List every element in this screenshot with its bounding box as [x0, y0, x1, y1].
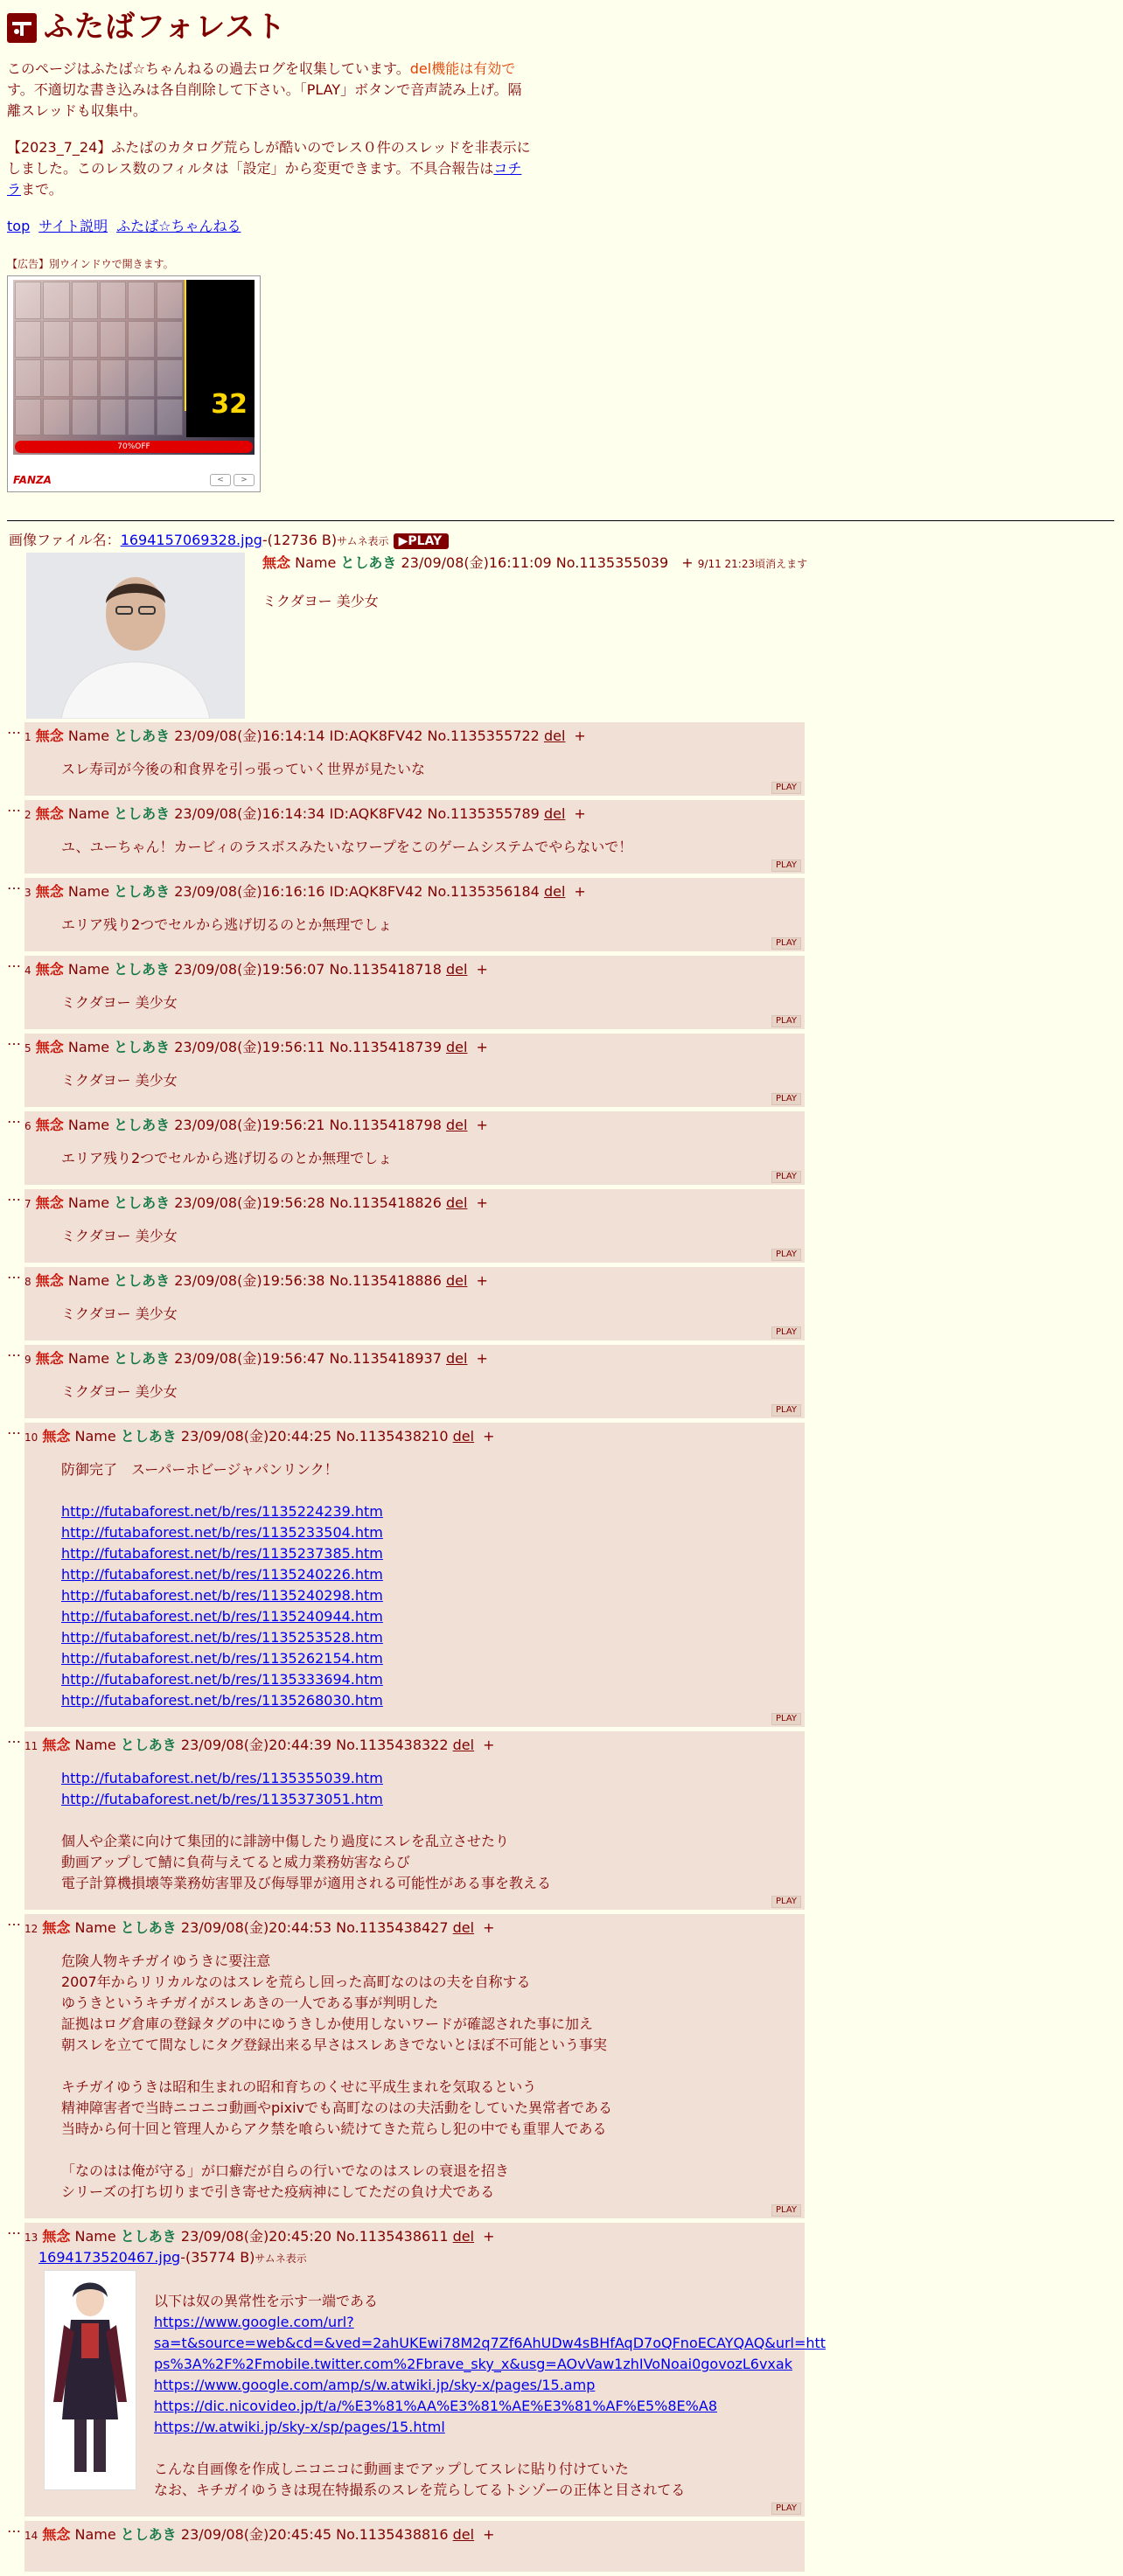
- reply-link[interactable]: https://www.google.com/url?: [154, 2314, 354, 2330]
- reply-spacer: [154, 2438, 826, 2459]
- reply-box: [24, 1423, 805, 1727]
- reply-name-label: Name: [67, 1350, 110, 1367]
- ad-banner[interactable]: [7, 275, 261, 492]
- reply-subject: 無念: [42, 2228, 71, 2245]
- reply-header: [24, 2524, 799, 2545]
- reply-line: 動画アップして鯖に負荷与えてると威力業務妨害ならび: [61, 1854, 410, 1870]
- reply-message: ユ、ユーちゃん！カービィのラスボスみたいなワープをこのゲームシステムでやらないで！: [61, 839, 633, 855]
- reply-name-label: Name: [67, 961, 110, 978]
- reply-header: [24, 1115, 799, 1136]
- reply-line: 当時から何十回と管理人からアク禁を喰らい続けてきた荒らし犯の中でも重罪人である: [61, 2120, 607, 2137]
- reply-poster-name: としあき: [114, 1194, 171, 1211]
- notice-text: 【2023_7_24】ふたばのカタログ荒らしが酷いのでレス０件のスレッドを非表示にしました。このレス数のフィルタは「設定」から変更できます。不具合報告は: [7, 139, 531, 177]
- reply-message: ミクダヨー 美少女: [61, 994, 178, 1011]
- op-content: [262, 553, 807, 719]
- op-message: ミクダヨー 美少女: [262, 593, 379, 609]
- reply-del-link[interactable]: del: [452, 1737, 475, 1753]
- reply-plus-button[interactable]: +: [483, 2228, 495, 2245]
- reply-name-label: Name: [67, 728, 110, 744]
- ad-image[interactable]: [13, 280, 255, 455]
- reply-del-link[interactable]: del: [446, 1117, 468, 1133]
- reply-message: スレ寿司が今後の和食界を引っ張っていく世界が見たいな: [61, 761, 426, 777]
- reply-list: [7, 722, 1114, 2572]
- op-poster-name: としあき: [340, 554, 397, 571]
- reply-box: [24, 722, 805, 796]
- reply-poster-name: としあき: [114, 1039, 171, 1055]
- reply-message: [154, 2270, 826, 2501]
- reply-message: [61, 1951, 799, 2203]
- reply-thumbnail[interactable]: [44, 2270, 136, 2490]
- reply-play-button[interactable]: PLAY: [771, 1896, 801, 1908]
- reply-message: ミクダヨー 美少女: [61, 1228, 178, 1244]
- reply-subject: 無念: [35, 1194, 64, 1211]
- reply-link-list: [61, 1768, 799, 1810]
- reply-plus-button[interactable]: +: [483, 1919, 495, 1936]
- reply-spacer: [154, 2270, 826, 2291]
- reply-dots: …: [7, 1265, 21, 1282]
- reply-dots: …: [7, 1110, 21, 1126]
- reply-header: [24, 959, 799, 980]
- reply-box: [24, 1731, 805, 1910]
- reply-subject: 無念: [35, 1117, 64, 1133]
- reply-spacer: [61, 2140, 799, 2161]
- reply-dots: …: [7, 721, 21, 737]
- reply-subject: 無念: [35, 1350, 64, 1367]
- reply: [7, 722, 1114, 796]
- op-header: [262, 553, 807, 574]
- reply-link[interactable]: http://futabaforest.net/b/res/1135262154.htm: [61, 1650, 383, 1667]
- reply-link[interactable]: http://futabaforest.net/b/res/1135233504.htm: [61, 1524, 383, 1541]
- reply-number: 8: [24, 1276, 31, 1288]
- reply-meta: 23/09/08(金)16:14:14 ID:AQK8FV42 No.1135355722: [174, 728, 540, 744]
- reply-subject: 無念: [35, 728, 64, 744]
- reply-message: エリア残り2つでセルから逃げ切るのとか無理でしょ: [61, 916, 393, 933]
- reply-line: 電子計算機損壊等業務妨害罪及び侮辱罪が適用される可能性がある事を教える: [61, 1875, 552, 1891]
- reply: [7, 1189, 1114, 1263]
- reply-plus-button[interactable]: +: [574, 883, 586, 900]
- maintenance-notice: [7, 137, 532, 200]
- reply-file-link[interactable]: 1694173520467.jpg: [38, 2249, 181, 2266]
- reply-poster-name: としあき: [114, 883, 171, 900]
- reply-spacer: [61, 1810, 799, 1831]
- site-intro: [7, 59, 532, 122]
- reply-plus-button[interactable]: +: [483, 1737, 495, 1753]
- op-subject: 無念: [262, 554, 291, 571]
- reply-poster-name: としあき: [120, 1737, 177, 1753]
- reply-play-button[interactable]: PLAY: [771, 1404, 801, 1417]
- reply-play-button[interactable]: PLAY: [771, 1171, 801, 1183]
- reply-del-link[interactable]: del: [543, 883, 566, 900]
- op-name-label: Name: [295, 554, 337, 571]
- ad-thumb-grid: [13, 280, 185, 437]
- reply-del-link[interactable]: del: [543, 805, 566, 822]
- op-file-line: [9, 530, 1114, 551]
- reply-link[interactable]: http://futabaforest.net/b/res/1135240298.htm: [61, 1587, 383, 1604]
- reply-del-link[interactable]: del: [452, 1919, 475, 1936]
- reply-name-label: Name: [67, 883, 110, 900]
- reply-poster-name: としあき: [114, 1350, 171, 1367]
- reply-spacer: [61, 1480, 799, 1501]
- reply-line: 朝スレを立てて間なしにタグ登録出来る早さはスレあきでないとほぼ不可能という事実: [61, 2036, 608, 2053]
- op-file-link[interactable]: 1694157069328.jpg: [120, 532, 262, 548]
- reply-poster-name: としあき: [114, 961, 171, 978]
- reply-meta: 23/09/08(金)16:16:16 ID:AQK8FV42 No.1135356184: [174, 883, 540, 900]
- reply-dots: …: [7, 1032, 21, 1048]
- reply-number: 10: [24, 1431, 38, 1444]
- reply-subject: 無念: [35, 1039, 64, 1055]
- reply-play-button[interactable]: PLAY: [771, 937, 801, 950]
- reply-box: [24, 1034, 805, 1107]
- reply: [7, 1034, 1114, 1107]
- intro-text-b: す。不適切な書き込みは各自削除して下さい。「PLAY」ボタンで音声読み上げ。隔離スレッドも収集中。: [7, 81, 522, 119]
- intro-del-note: del機能は有効で: [409, 60, 516, 77]
- reply-meta: 23/09/08(金)20:44:39 No.1135438322: [180, 1737, 449, 1753]
- reply-dots: …: [7, 1187, 21, 1204]
- reply-meta: 23/09/08(金)19:56:21 No.1135418798: [174, 1117, 442, 1133]
- reply-play-button[interactable]: PLAY: [771, 782, 801, 794]
- reply-subject: 無念: [42, 1919, 71, 1936]
- reply-plus-button[interactable]: +: [476, 1350, 488, 1367]
- reply-dots: …: [7, 2519, 21, 2536]
- reply-line: 2007年からリリカルなのはスレを荒らし回った高町なのはの夫を自称する: [61, 1974, 531, 1990]
- reply-link[interactable]: http://futabaforest.net/b/res/1135240944.htm: [61, 1608, 383, 1625]
- reply-plus-button[interactable]: +: [476, 961, 488, 978]
- reply-link[interactable]: http://futabaforest.net/b/res/1135237385.htm: [61, 1545, 383, 1562]
- reply-del-link[interactable]: del: [446, 1194, 468, 1211]
- reply-name-label: Name: [74, 1919, 116, 1936]
- reply: [7, 878, 1114, 951]
- reply-box: [24, 1267, 805, 1340]
- nav-about-link[interactable]: サイト説明: [38, 218, 108, 234]
- reply-spacer: [61, 2056, 799, 2077]
- reply-play-button[interactable]: PLAY: [771, 1249, 801, 1261]
- reply-name-label: Name: [67, 805, 110, 822]
- reply-number: 3: [24, 887, 31, 899]
- op-plus-button[interactable]: +: [681, 554, 694, 571]
- reply-dots: …: [7, 1912, 21, 1929]
- reply-subject: 無念: [42, 1737, 71, 1753]
- reply-number: 6: [24, 1120, 31, 1132]
- reply-del-link[interactable]: del: [446, 961, 468, 978]
- reply: [7, 1423, 1114, 1727]
- futaba-leaf-icon: [7, 13, 37, 43]
- reply-line: 証拠はログ倉庫の登録タグの中にゆうきしか使用しないワードが確認された事に加え: [61, 2016, 594, 2032]
- reply-link[interactable]: http://futabaforest.net/b/res/1135253528.htm: [61, 1629, 383, 1646]
- reply-del-link[interactable]: del: [452, 1428, 475, 1445]
- reply-dots: …: [7, 2221, 21, 2238]
- reply-box: [24, 2521, 805, 2572]
- reply-header: [24, 1193, 799, 1214]
- reply-meta: 23/09/08(金)20:45:45 No.1135438816: [180, 2526, 449, 2543]
- ad-pager: [210, 474, 255, 486]
- reply-file-line: [38, 2247, 799, 2268]
- reply-line: 個人や企業に向けて集団的に誹謗中傷したり過度にスレを乱立させたり: [61, 1833, 510, 1849]
- report-link[interactable]: コチラ: [7, 160, 522, 198]
- reply-header: [24, 804, 799, 825]
- reply-meta: 23/09/08(金)20:44:53 No.1135438427: [180, 1919, 449, 1936]
- reply: [7, 2521, 1114, 2572]
- reply-play-button[interactable]: PLAY: [771, 860, 801, 872]
- reply-plus-button[interactable]: +: [476, 1117, 488, 1133]
- reply-meta: 23/09/08(金)16:14:34 ID:AQK8FV42 No.1135355789: [174, 805, 540, 822]
- op-file-size: -(12736 B): [262, 532, 338, 548]
- reply-line: シリーズの打ち切りまで引き寄せた疫病神にしてただの負け犬である: [61, 2183, 495, 2200]
- ad-label: 【広告】別ウインドウで開きます。: [7, 258, 174, 270]
- reply-meta: 23/09/08(金)20:45:20 No.1135438611: [180, 2228, 449, 2245]
- reply-meta: 23/09/08(金)19:56:07 No.1135418718: [174, 961, 442, 978]
- person-photo-icon: [26, 553, 245, 719]
- reply-line: 危険人物キチガイゆうきに要注意: [61, 1953, 271, 1969]
- reply-message: エリア残り2つでセルから逃げ切るのとか無理でしょ: [61, 1150, 393, 1166]
- reply: [7, 800, 1114, 874]
- reply-header: [24, 1426, 799, 1447]
- reply-poster-name: としあき: [120, 1428, 177, 1445]
- reply-image-row: [24, 2270, 827, 2501]
- reply-header: [24, 1735, 799, 1756]
- reply-name-label: Name: [67, 1272, 110, 1289]
- reply-plus-button[interactable]: +: [476, 1039, 488, 1055]
- reply: [7, 1731, 1114, 1910]
- reply-line: キチガイゆうきは昭和生まれの昭和育ちのくせに平成生まれを気取るという: [61, 2078, 537, 2095]
- reply-line: なお、キチガイゆうきは現在特撮系のスレを荒らしてるトシゾーの正体と目されてる: [154, 2482, 686, 2498]
- reply-poster-name: としあき: [114, 1272, 171, 1289]
- reply-message: ミクダヨー 美少女: [61, 1383, 178, 1400]
- reply-play-button[interactable]: PLAY: [771, 1713, 801, 1725]
- fanza-logo: FANZA: [13, 474, 52, 486]
- reply-box: [24, 878, 805, 951]
- reply-poster-name: としあき: [120, 1919, 177, 1936]
- reply-link[interactable]: http://futabaforest.net/b/res/1135240226.htm: [61, 1566, 383, 1583]
- reply-link[interactable]: https://www.google.com/amp/s/w.atwiki.jp/sky-x/pages/15.amp: [154, 2377, 596, 2393]
- reply-subject: 無念: [42, 2526, 71, 2543]
- reply-meta: 23/09/08(金)19:56:11 No.1135418739: [174, 1039, 442, 1055]
- reply-play-button[interactable]: PLAY: [771, 1015, 801, 1027]
- reply-thumb-note: サムネ表示: [255, 2252, 307, 2265]
- reply-name-label: Name: [67, 1039, 110, 1055]
- reply-header: [24, 1918, 799, 1939]
- reply-name-label: Name: [74, 1737, 116, 1753]
- reply-number: 7: [24, 1198, 31, 1210]
- reply-poster-name: としあき: [120, 2228, 177, 2245]
- op-thumbnail[interactable]: [26, 553, 245, 719]
- reply-box: [24, 1189, 805, 1263]
- reply-link[interactable]: http://futabaforest.net/b/res/1135373051.htm: [61, 1791, 383, 1807]
- reply-number: 4: [24, 964, 31, 977]
- reply-subject: 無念: [42, 1428, 71, 1445]
- reply-line: 以下は奴の異常性を示す一端である: [154, 2293, 379, 2309]
- reply-poster-name: としあき: [120, 2526, 177, 2543]
- reply: [7, 1345, 1114, 1418]
- reply-name-label: Name: [74, 1428, 116, 1445]
- reply-subject: 無念: [35, 1272, 64, 1289]
- reply-number: 14: [24, 2530, 38, 2542]
- reply-line: ゆうきというキチガイがスレあきの一人である事が判明した: [61, 1995, 439, 2011]
- reply-link[interactable]: sa=t&source=web&cd=&ved=2ahUKEwi78M2q7Zf6AhUDw4sBHfAqD7oQFnoECAYQAQ&url=htt: [154, 2335, 827, 2351]
- reply-name-label: Name: [67, 1194, 110, 1211]
- reply: [7, 1111, 1114, 1185]
- reply-box: [24, 800, 805, 874]
- reply-plus-button[interactable]: +: [483, 2526, 495, 2543]
- reply-line: 精神障害者で当時ニコニコ動画やpixivでも高町なのはの夫活動をしていた異常者である: [61, 2099, 612, 2116]
- reply-dots: …: [7, 1730, 21, 1746]
- reply-play-button[interactable]: PLAY: [771, 1093, 801, 1105]
- reply-link[interactable]: http://futabaforest.net/b/res/1135268030.htm: [61, 1692, 383, 1709]
- reply-line: 防御完了 スーパーホビージャパンリンク！: [61, 1461, 338, 1478]
- reply-header: [24, 1348, 799, 1369]
- reply-subject: 無念: [35, 961, 64, 978]
- reply-name-label: Name: [67, 1117, 110, 1133]
- ad-count-badge: 32: [211, 389, 248, 420]
- reply-plus-button[interactable]: +: [476, 1194, 488, 1211]
- reply-plus-button[interactable]: +: [476, 1272, 488, 1289]
- reply-header: [24, 2226, 799, 2247]
- reply-link-list: [61, 1501, 799, 1711]
- ad-next-icon[interactable]: >: [234, 474, 255, 486]
- reply-plus-button[interactable]: +: [574, 728, 586, 744]
- reply-link[interactable]: http://futabaforest.net/b/res/1135355039.htm: [61, 1770, 383, 1786]
- reply-del-link[interactable]: del: [446, 1350, 468, 1367]
- op-expire: 9/11 21:23頃消えます: [697, 558, 808, 570]
- reply-line: 「なのはは俺が守る」が口癖だが自らの行いでなのはスレの衰退を招き: [61, 2162, 510, 2179]
- reply-subject: 無念: [35, 883, 64, 900]
- nav-links: [7, 216, 1114, 237]
- reply-number: 1: [24, 731, 31, 743]
- reply-message: [61, 1768, 799, 1894]
- reply-name-label: Name: [74, 2228, 116, 2245]
- reply-message: ミクダヨー 美少女: [61, 1305, 178, 1322]
- ad-sale-bar: 70%OFF: [15, 441, 253, 453]
- reply-number: 5: [24, 1042, 31, 1055]
- reply-meta: 23/09/08(金)19:56:47 No.1135418937: [174, 1350, 442, 1367]
- reply-header: [24, 1271, 799, 1291]
- reply-box: [24, 1914, 805, 2218]
- nav-futaba-link[interactable]: ふたば☆ちゃんねる: [116, 218, 241, 234]
- reply-plus-button[interactable]: +: [483, 1428, 495, 1445]
- reply-link[interactable]: ps%3A%2F%2Fmobile.twitter.com%2Fbrave_sky_x&usg=AOvVaw1zhIVoNoai0govozL6vxak: [154, 2356, 792, 2372]
- reply-name-label: Name: [74, 2526, 116, 2543]
- op-play-button[interactable]: ▶PLAY: [394, 533, 450, 549]
- reply: [7, 956, 1114, 1029]
- reply: [7, 1267, 1114, 1340]
- reply-subject: 無念: [35, 805, 64, 822]
- reply-poster-name: としあき: [114, 1117, 171, 1133]
- reply-meta: 23/09/08(金)19:56:28 No.1135418826: [174, 1194, 442, 1211]
- site-title: ふたばフォレスト: [44, 10, 287, 45]
- reply-number: 12: [24, 1923, 38, 1935]
- reply-dots: …: [7, 876, 21, 893]
- reply-line: こんな自画像を作成しニコニコに動画までアップしてスレに貼り付けていた: [154, 2461, 629, 2477]
- reply: [7, 2223, 1114, 2517]
- reply-message: ミクダヨー 美少女: [61, 1072, 178, 1089]
- site-header: [7, 5, 1114, 50]
- reply-message: [61, 1459, 799, 1711]
- reply-box: [24, 1345, 805, 1418]
- reply-del-link[interactable]: del: [543, 728, 566, 744]
- notice-tail: まで。: [21, 181, 63, 198]
- reply-link[interactable]: http://futabaforest.net/b/res/1135224239.htm: [61, 1503, 383, 1520]
- reply-box: [24, 2223, 827, 2517]
- reply: [7, 1914, 1114, 2218]
- reply-poster-name: としあき: [114, 805, 171, 822]
- reply-play-button[interactable]: PLAY: [771, 2503, 801, 2515]
- reply-play-button[interactable]: PLAY: [771, 2204, 801, 2217]
- reply-box: [24, 956, 805, 1029]
- reply-plus-button[interactable]: +: [574, 805, 586, 822]
- ad-prev-icon[interactable]: <: [210, 474, 231, 486]
- reply-link[interactable]: https://dic.nicovideo.jp/t/a/%E3%81%AA%E3%81%AE%E3%81%AF%E5%8E%A8: [154, 2398, 717, 2414]
- reply-number: 11: [24, 1740, 38, 1752]
- reply-link[interactable]: http://futabaforest.net/b/res/1135333694.htm: [61, 1671, 383, 1688]
- reply-number: 2: [24, 809, 31, 821]
- reply-number: 9: [24, 1354, 31, 1366]
- intro-text-a: このページはふたば☆ちゃんねるの過去ログを収集しています。: [7, 60, 410, 77]
- reply-play-button[interactable]: PLAY: [771, 1326, 801, 1339]
- reply-box: [24, 1111, 805, 1185]
- reply-link-list: [154, 2375, 826, 2438]
- reply-header: [24, 726, 799, 747]
- reply-number: 13: [24, 2231, 38, 2244]
- reply-header: [24, 1037, 799, 1058]
- reply-meta: 23/09/08(金)20:44:25 No.1135438210: [180, 1428, 449, 1445]
- reply-del-link[interactable]: del: [452, 2526, 475, 2543]
- nav-top-link[interactable]: top: [7, 218, 31, 234]
- reply-header: [24, 881, 799, 902]
- reply-del-link[interactable]: del: [452, 2228, 475, 2245]
- op-file-prefix: 画像ファイル名：: [9, 532, 121, 548]
- reply-meta: 23/09/08(金)19:56:38 No.1135418886: [174, 1272, 442, 1289]
- character-illustration-icon: [45, 2271, 136, 2489]
- reply-dots: …: [7, 954, 21, 971]
- reply-dots: …: [7, 1343, 21, 1360]
- op-datetime: 23/09/08(金)16:11:09 No.1135355039: [401, 554, 669, 571]
- reply-dots: …: [7, 1421, 21, 1438]
- op-thumb-note: サムネ表示: [337, 535, 389, 547]
- reply-poster-name: としあき: [114, 728, 171, 744]
- reply-file-size: -(35774 B): [180, 2249, 255, 2266]
- reply-dots: …: [7, 798, 21, 815]
- reply-del-link[interactable]: del: [446, 1272, 468, 1289]
- reply-del-link[interactable]: del: [446, 1039, 468, 1055]
- reply-link[interactable]: https://w.atwiki.jp/sky-x/sp/pages/15.html: [154, 2419, 445, 2435]
- op-body: [9, 553, 1114, 719]
- op-post: [7, 521, 1114, 719]
